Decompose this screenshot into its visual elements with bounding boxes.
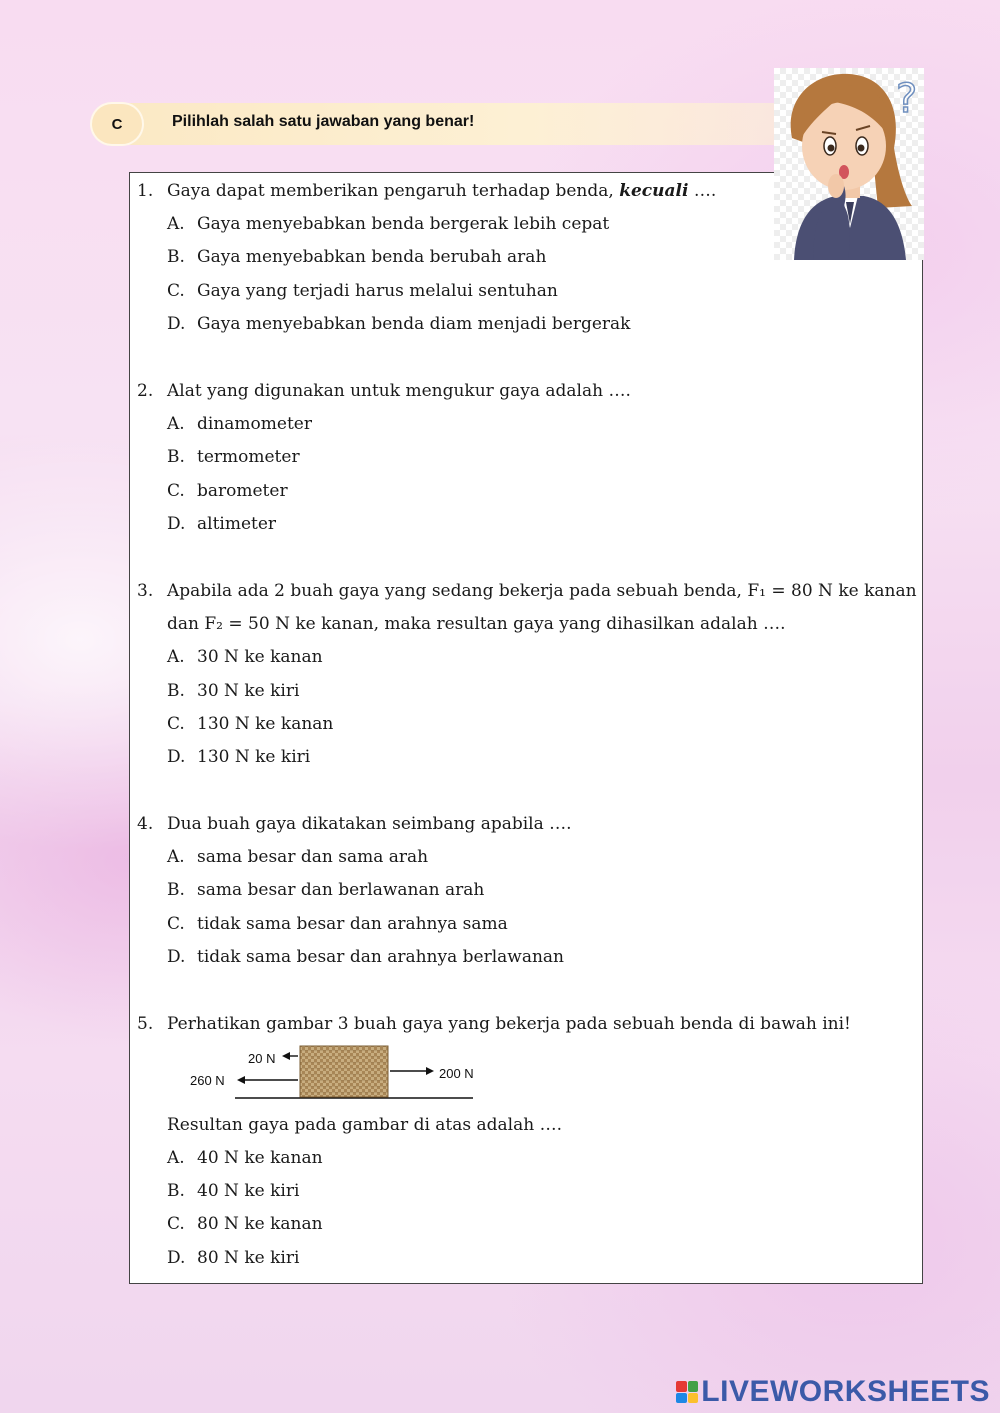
force-diagram [185,1044,495,1102]
question-text: Dua buah gaya dikatakan seimbang apabila …. [167,814,572,834]
question-box: 1. Gaya dapat memberikan pengaruh terhadap benda, kecuali …. A. Gaya menyebabkan benda bergerak lebih cepat B. Gaya menyebabkan benda berubah arah C. Gaya yang terjadi harus melalui sentuhan D. Gaya menyebabkan benda diam menjadi bergerak 2. Alat yang digunakan untuk mengukur gaya adalah …. A. dinamometer B. termometer C. barometer D. altimeter 3. Apabila ada 2 buah gaya yang sedang bekerja pada sebuah benda, F₁ = 80 N ke kanan dan F₂ = 50 N ke kanan, maka resultan gaya yang dihasilkan adalah …. A. 30 N ke kanan B. 30 N ke kiri C. 130 N ke kanan D. 130 N ke kiri 4. Dua buah gaya dikatakan seimbang apabila …. A. sama besar dan sama arah B. sama besar dan berlawanan arah C. tidak sama besar dan arahnya sama D. tidak sama besar dan arahnya berlawanan 5. Perhatikan gambar 3 buah gaya yang bekerja pada sebuah benda di bawah ini! Resultan gaya pada gambar di atas adalah …. A. 40 N ke kanan B. 40 N ke kiri C. 80 N ke kanan D. 80 N ke kiri [129,172,923,1284]
logo-text: LIVEWORKSHEETS [701,1375,990,1408]
question-number: 2. [137,381,154,401]
instruction-title: Pilihlah salah satu jawaban yang benar! [172,113,475,130]
force-label-left-lower: 260 N [190,1073,225,1088]
arrowhead-left-upper [282,1052,290,1060]
question-text: Alat yang digunakan untuk mengukur gaya adalah …. [167,381,631,401]
section-header [92,103,792,145]
thinking-girl-illustration [774,68,924,260]
force-label-left-upper: 20 N [248,1051,276,1066]
question-number: 4. [137,814,154,834]
liveworksheets-logo [676,1375,990,1409]
logo-mark-icon [676,1381,698,1403]
arrowhead-right [426,1067,434,1075]
force-label-right: 200 N [439,1066,474,1081]
emphasis-word: kecuali [619,181,689,201]
question-number: 5. [137,1014,154,1034]
woven-block [300,1046,388,1097]
section-badge: C [92,104,142,144]
question-text: Apabila ada 2 buah gaya yang sedang bekerja pada sebuah benda, F₁ = 80 N ke kanan [167,581,917,601]
girl-svg [774,68,924,260]
arrowhead-left-lower [237,1076,245,1084]
question-text: Perhatikan gambar 3 buah gaya yang bekerja pada sebuah benda di bawah ini! [167,1014,851,1034]
question-text: Gaya dapat memberikan pengaruh terhadap benda, kecuali …. [167,181,717,201]
question-number: 3. [137,581,154,601]
question-number: 1. [137,181,154,201]
question-mark-icon: ? [896,76,918,122]
